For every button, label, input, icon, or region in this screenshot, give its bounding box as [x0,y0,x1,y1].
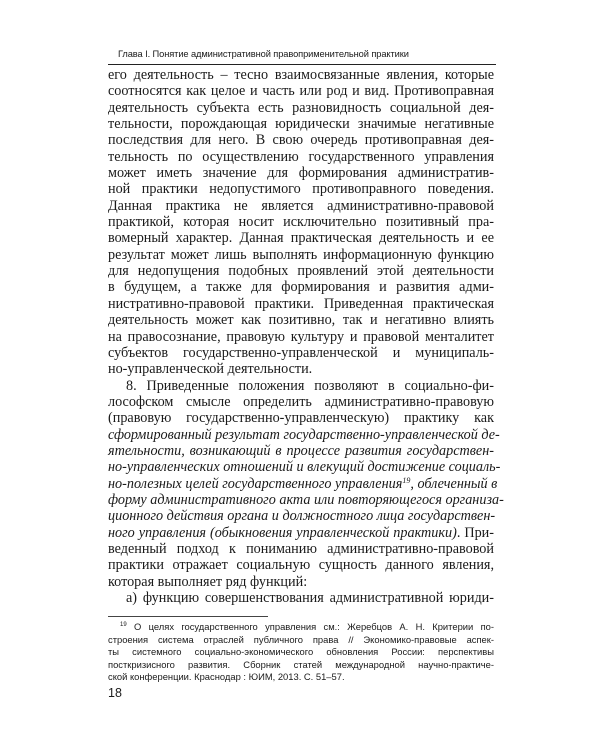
footnote-line: строения система отраслей публичного права // Экономико-правовые аспек- [108,633,494,645]
text-line [108,525,494,541]
page-number: 18 [108,686,122,700]
text-line: субъектов государственно-управленческой и муниципаль- [108,344,494,361]
text-line: последствия для него. В свою очередь противоправная дея- [108,132,494,149]
text-line: тельности, порождающая юридически значимые негативные [108,116,494,133]
text-line: может иметь значение для формирования административ- [108,165,494,182]
footnote-line [108,621,494,634]
footnote [108,621,494,684]
footnote-line: ской конференции. Краснодар : ЮИМ, 2013. С. 51–57. [108,671,345,683]
header-rule [108,64,496,65]
italic-definition-line [108,475,498,492]
running-header: Глава I. Понятие административной правоприменительной практики [118,49,409,59]
italic-definition-line: но-управленческих отношений и влекущий достижение социаль- [108,459,501,476]
footnote-rule [108,616,268,617]
italic-text: ного управления (обыкновения управленческой практики) [108,524,457,541]
text-line: на правосознание, правовую культуру и правовой менталитет [108,328,494,345]
text-line: Данная практика не является административно-правовой [108,197,494,214]
text-line: практики отражает социальную сущность данного явления, [108,557,494,574]
text-line: для недопущения подобных проявлений этой деятельности [108,263,494,280]
footnote-number: 19 [120,622,127,628]
italic-text: но-полезных целей государственного управления [108,475,403,492]
italic-definition-line: форму административного акта или повторяющегося организа- [108,491,504,508]
italic-definition-line: сформированный результат государственно-управленческой де- [108,426,500,443]
text-line: его деятельность – тесно взаимосвязанные явления, которые [108,67,494,83]
regular-text: . При- [456,524,494,541]
text-line: деятельность может как позитивно, так и негативно влиять [108,312,494,329]
text-line: в будущем, а также для формирования и развития адми- [108,279,494,296]
text-line: которая выполняет ряд функций: [108,573,308,590]
text-line: практикой, которая носит исключительно позитивный пра- [108,214,494,231]
footnote-line: посткризисного развития. Сборник статей международной научно-практиче- [108,658,494,670]
text-line: результат может лишь выполнять информационную функцию [108,246,494,263]
text-line: (правовую государственно-управленческую) практику как [108,410,494,427]
body-text [108,67,504,606]
italic-definition-line: ятельности, возникающий в процессе развития государствен- [108,442,494,459]
footnote-text: О целях государственного управления см.: Жеребцов А. Н. Критерии по- [134,621,494,632]
text-line: вомерный характер. Данная практическая деятельность и ее [108,230,494,247]
text-line: а) функцию совершенствования административной юриди- [126,590,494,606]
text-line: ной практики недопустимого противоправного поведения. [108,181,494,198]
text-line: лософском смысле определить административно-правовую [108,393,494,410]
italic-definition-line: ционного действия органа и должностного лица государствен- [108,508,496,525]
text-line: нистративно-правовой практики. Приведенная практическая [108,295,494,312]
text-line: соотносятся как целое и часть или род и вид. Противоправная [108,83,494,100]
paragraph-8-line: 8. Приведенные положения позволяют в социально-фи- [126,377,494,394]
footnote-ref: 19 [402,475,411,485]
text-line: тельность по осуществлению государственного управления [108,148,494,165]
italic-text: , облеченный в [410,475,498,492]
text-line: но-управленческой деятельности. [108,361,313,378]
text-line: веденный подход к пониманию административно-правовой [108,540,494,557]
footnote-line: ты системного социально-экономического обновления России: перспективы [108,646,494,658]
text-line: деятельность субъекта есть разновидность социальной дея- [108,99,494,116]
